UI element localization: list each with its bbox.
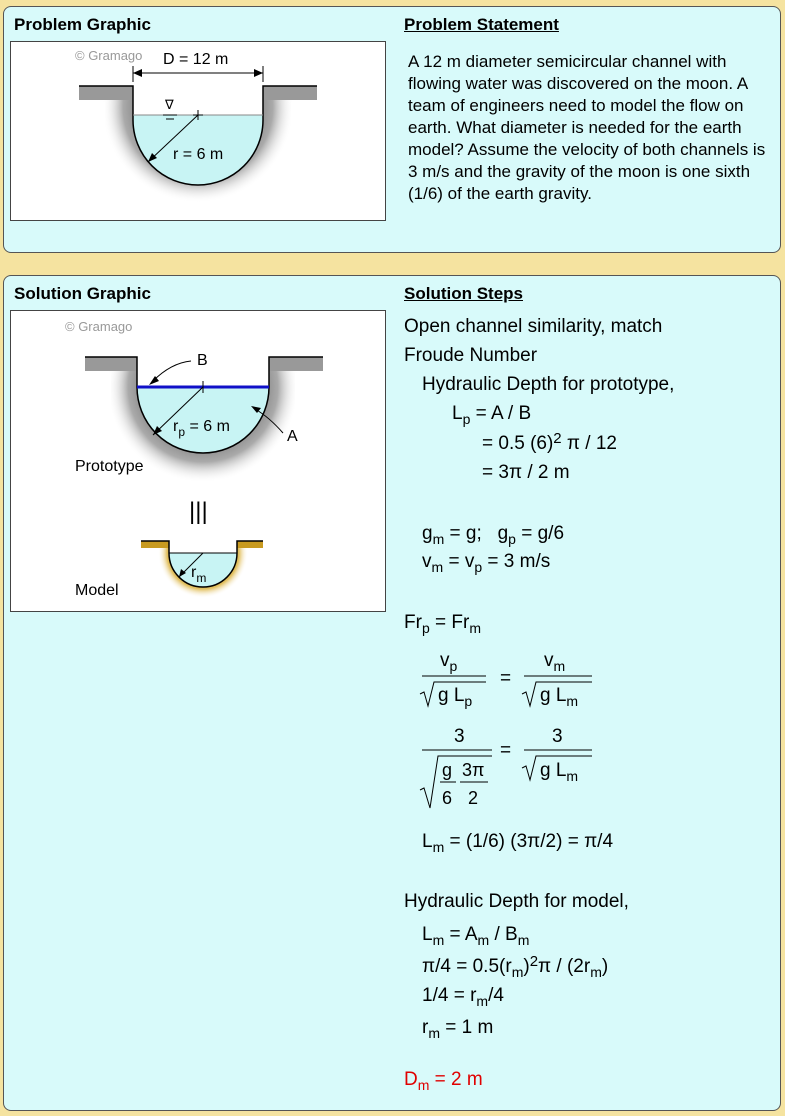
frac2-six: 6 — [442, 788, 453, 808]
problem-graphic — [10, 41, 386, 221]
froude-fraction-2 — [414, 720, 614, 812]
frac1-den-right: g $L_m$ — [540, 685, 579, 709]
step-line-1: Open channel similarity, match — [404, 316, 663, 337]
channel-diagram — [11, 42, 385, 220]
frac2-num-right: 3 — [552, 726, 563, 747]
model-eq-2: $\pi/4 = 0.5(r_m)^2\pi / (2r_m)$ — [422, 953, 609, 980]
solution-steps-title: Solution Steps — [404, 284, 523, 303]
solution-panel — [3, 275, 781, 1111]
model-label: Model — [75, 582, 119, 599]
prototype-label: Prototype — [75, 458, 144, 475]
frac2-den-right: g $L_m$ — [540, 760, 579, 784]
diameter-label: D = 12 m — [163, 51, 229, 68]
water-symbol: ∇ — [165, 97, 174, 112]
model-eq-1: $L_m = A_m / B_m$ — [422, 924, 530, 948]
equivalence-symbol: ||| — [189, 498, 208, 525]
frac1-equals: = — [500, 668, 512, 689]
velocity-line: $v_m = v_p = 3$ m/s — [422, 551, 551, 575]
frac2-g: g — [442, 760, 453, 780]
problem-statement-title: Problem Statement — [404, 15, 559, 34]
label-a: A — [287, 428, 298, 445]
frac2-3pi: 3π — [462, 760, 485, 780]
lp-equation-3: = 3π / 2 m — [482, 462, 570, 483]
copyright-text: © Gramago — [75, 48, 143, 63]
model-radius-label: $r_m$ — [191, 564, 207, 585]
model-eq-3: $1/4 = r_m/4$ — [422, 985, 504, 1009]
froude-equality: $Fr_p = Fr_m$ — [404, 612, 481, 636]
lp-equation-2: = 0.5 $(6)^2$ π / 12 — [482, 430, 617, 454]
hydraulic-depth-prototype: Hydraulic Depth for prototype, — [422, 374, 675, 395]
lp-equation-1: $L_p = A / B$ — [452, 403, 532, 427]
frac1-num-right: $v_m$ — [544, 650, 566, 674]
label-b: B — [197, 352, 208, 369]
prototype-radius-label: $r_p = 6$ m — [173, 418, 230, 439]
model-eq-4: $r_m = 1$ m — [422, 1017, 494, 1041]
copyright-text: © Gramago — [65, 319, 133, 334]
hydraulic-depth-model: Hydraulic Depth for model, — [404, 891, 629, 912]
frac2-equals: = — [500, 740, 512, 761]
gravity-line: $g_m = g$; $g_p = g/6$ — [422, 523, 565, 547]
similarity-diagram — [11, 311, 385, 611]
frac1-num-left: $v_p$ — [440, 650, 458, 674]
froude-fraction-1 — [414, 644, 614, 714]
lm-result: $L_m = (1/6) (3\pi/2) = \pi/4$ — [422, 831, 614, 855]
final-answer: $D_m = 2$ m — [404, 1069, 483, 1093]
solution-graphic-title: Solution Graphic — [14, 284, 151, 303]
problem-panel — [3, 6, 781, 253]
solution-graphic — [10, 310, 386, 612]
problem-graphic-title: Problem Graphic — [14, 15, 151, 34]
frac1-den-left: g $L_p$ — [438, 685, 473, 709]
frac2-two: 2 — [468, 788, 479, 808]
problem-statement: A 12 m diameter semicircular channel with flowing water was discovered on the moon. A team of engineers need to model the flow on earth. What diameter is needed for the earth model? Assume the velocity of both channels is 3 m/s and the gravity of the moon is one sixth (1/6) of the earth gravity. — [408, 52, 766, 203]
radius-label: r = 6 m — [173, 146, 224, 163]
step-line-2: Froude Number — [404, 345, 538, 366]
frac2-num-left: 3 — [454, 726, 465, 747]
